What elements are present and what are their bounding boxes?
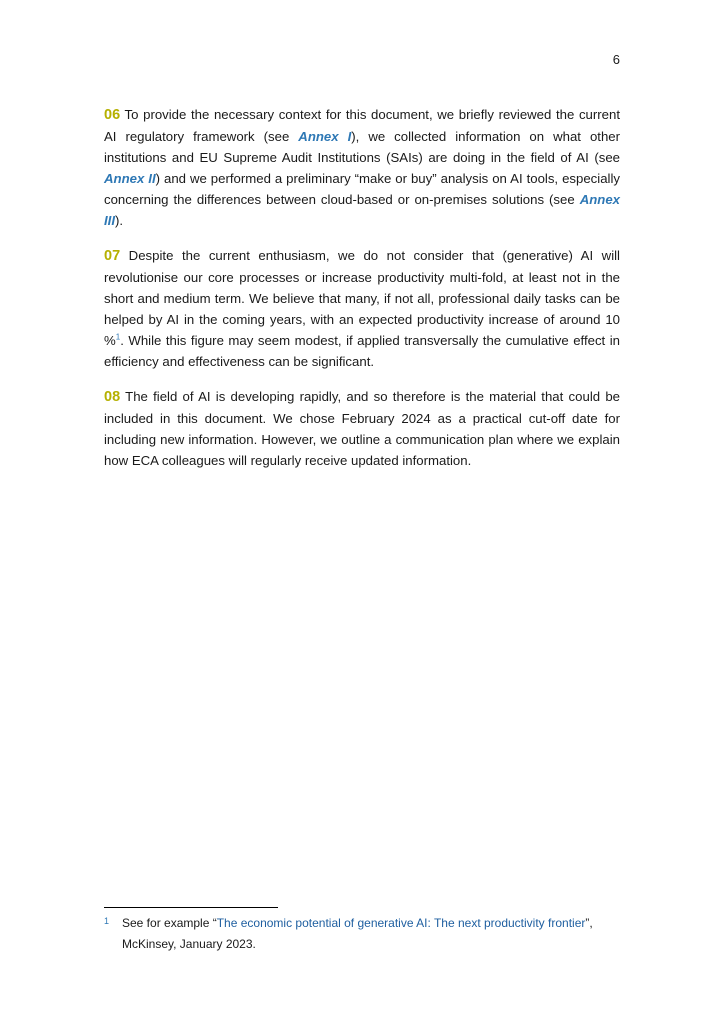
paragraph-text: ). bbox=[115, 213, 124, 228]
paragraph-06 bbox=[104, 104, 620, 231]
footnote-separator bbox=[104, 907, 278, 908]
paragraph-08 bbox=[104, 386, 620, 471]
paragraph-text: . While this figure may seem modest, if applied transversally the cumulative effect in efficiency and effectiveness can be significant. bbox=[104, 333, 620, 369]
annex-i-link[interactable]: Annex I bbox=[298, 129, 352, 144]
paragraph-number: 08 bbox=[104, 389, 121, 405]
footnote bbox=[104, 913, 624, 955]
footnote-prefix: See for example “ bbox=[122, 916, 217, 930]
paragraph-text: ) and we performed a preliminary “make or buy” analysis on AI tools, especially concerning the differences between cloud-based or on-premises solutions (see bbox=[104, 171, 620, 207]
footnote-reference[interactable]: 1 bbox=[115, 332, 121, 342]
footnote-link[interactable]: The economic potential of generative AI: The next productivity frontier bbox=[216, 916, 586, 930]
paragraph-text: The field of AI is developing rapidly, and so therefore is the material that could be included in this document. We chose February 2024 as a practical cut-off date for including new information. However, we outline a communication plan where we explain how ECA colleagues will regularly receive updated information. bbox=[104, 389, 620, 468]
paragraph-text: Despite the current enthusiasm, we do not consider that (generative) AI will revolutionise our core processes or increase productivity multi-fold, at least not in the short and medium term. We believe that many, if not all, professional daily tasks can be helped by AI in the coming years, with an expected productivity increase of around 10 % bbox=[104, 248, 620, 348]
paragraph-number: 06 bbox=[104, 107, 121, 123]
paragraph-number: 07 bbox=[104, 248, 121, 264]
footnote-suffix: ”, McKinsey, January 2023. bbox=[122, 916, 593, 951]
paragraph-07 bbox=[104, 245, 620, 372]
footnote-text bbox=[104, 913, 624, 955]
footnote-number: 1 bbox=[104, 916, 110, 926]
annex-iii-link[interactable]: Annex III bbox=[104, 192, 620, 228]
annex-ii-link[interactable]: Annex II bbox=[104, 171, 156, 186]
paragraph-text: To provide the necessary context for this document, we briefly reviewed the current AI regulatory framework (see bbox=[104, 107, 620, 144]
page-number: 6 bbox=[612, 52, 620, 67]
paragraph-text: ), we collected information on what other institutions and EU Supreme Audit Institutions (SAIs) are doing in the field of AI (see bbox=[104, 129, 621, 165]
